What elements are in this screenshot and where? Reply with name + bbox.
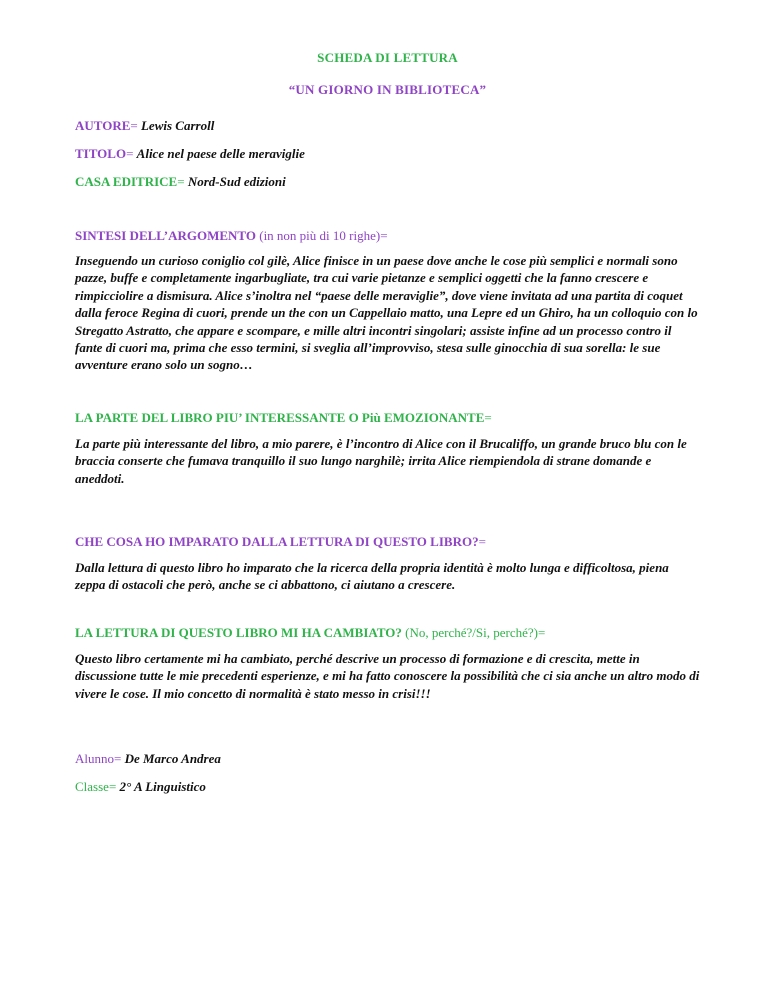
sintesi-heading-text: SINTESI DELL’ARGOMENTO: [75, 228, 256, 243]
cambiato-heading-note: (No, perché?/Si, perché?)=: [401, 624, 546, 640]
casa-editrice-separator: =: [177, 174, 185, 189]
parte-text: La parte più interessante del libro, a mio parere, è l’incontro di Alice con il Brucaliffo, un grande bruco blu con le braccia conserte che fumava tranquillo il suo lungo narghilè; irrita Alice riempiendola di strane domande e aneddoti.: [75, 435, 687, 486]
autore-separator: =: [130, 118, 138, 133]
classe-value: 2° A Linguistico: [119, 779, 206, 795]
imparato-text: Dalla lettura di questo libro ho imparato che la ricerca della propria identità è molto lunga e difficoltosa, piena zeppa di ostacoli che però, anche se ci abbattono, ci aiutano a crescere.: [75, 560, 669, 593]
document-title: SCHEDA DI LETTURA: [317, 50, 458, 65]
parte-heading-text: LA PARTE DEL LIBRO PIU’ INTERESSANTE O Più EMOZIONANTE: [75, 409, 485, 425]
autore-field: [75, 117, 700, 134]
autore-value: Lewis Carroll: [140, 118, 215, 133]
classe-label: Classe: [75, 779, 109, 795]
titolo-field: [75, 145, 700, 162]
cambiato-heading: [75, 624, 700, 641]
document-subtitle: “UN GIORNO IN BIBLIOTECA”: [288, 82, 487, 97]
casa-editrice-field: [75, 173, 700, 190]
alunno-label: Alunno: [75, 751, 114, 767]
classe-field: [75, 778, 700, 795]
alunno-field: [75, 750, 700, 767]
titolo-label: TITOLO: [75, 146, 127, 161]
parte-heading-note: =: [484, 409, 492, 425]
autore-label: AUTORE: [75, 118, 131, 133]
alunno-value: De Marco Andrea: [124, 751, 221, 767]
cambiato-text: Questo libro certamente mi ha cambiato, perché descrive un processo di formazione e di crescita, mette in discussione tutte le mie precedenti esperienze, e mi ha fatto conoscere la possibilità che ci sia anche un altro modo di vivere le cose. Il mio concetto di normalità è stato messo in crisi!!!: [75, 650, 700, 701]
parte-heading: [75, 409, 700, 426]
imparato-heading-text: CHE COSA HO IMPARATO DALLA LETTURA DI QUESTO LIBRO?: [75, 534, 479, 550]
titolo-value: Alice nel paese delle meraviglie: [136, 146, 305, 161]
document-page: [75, 50, 700, 795]
alunno-separator: =: [114, 751, 125, 767]
sintesi-heading-note: (in non più di 10 righe)=: [255, 228, 388, 243]
sintesi-heading: [75, 227, 700, 244]
imparato-heading-note: =: [478, 534, 486, 550]
cambiato-heading-text: LA LETTURA DI QUESTO LIBRO MI HA CAMBIATO?: [75, 624, 402, 640]
casa-editrice-label: CASA EDITRICE: [75, 174, 178, 189]
casa-editrice-value: Nord-Sud edizioni: [187, 174, 286, 189]
titolo-separator: =: [126, 146, 134, 161]
sintesi-text: Inseguendo un curioso coniglio col gilè, Alice finisce in un paese dove anche le cose più semplici e normali sono pazze, buffe e completamente ingarbugliate, tra cui varie pietanze e semplici oggetti che la fanno crescere e rimpicciolire a dismisura. Alice s’inoltra nel “paese delle meraviglie”, dove viene invitata ad una partita di coquet dalla feroce Regina di cuori, prende un the con un Cappellaio matto, una Lepre ed un Ghiro, ha un colloquio con lo Stregatto Astratto, che appare e scompare, e mille altri incontri singolari; assiste infine ad un processo contro il fante di cuori ma, prima che esso termini, si sveglia all’improvviso, stesa sulle ginocchia di sua sorella: le sue avventure erano solo un sogno…: [75, 253, 698, 373]
imparato-heading: [75, 533, 700, 550]
classe-separator: =: [108, 779, 120, 795]
